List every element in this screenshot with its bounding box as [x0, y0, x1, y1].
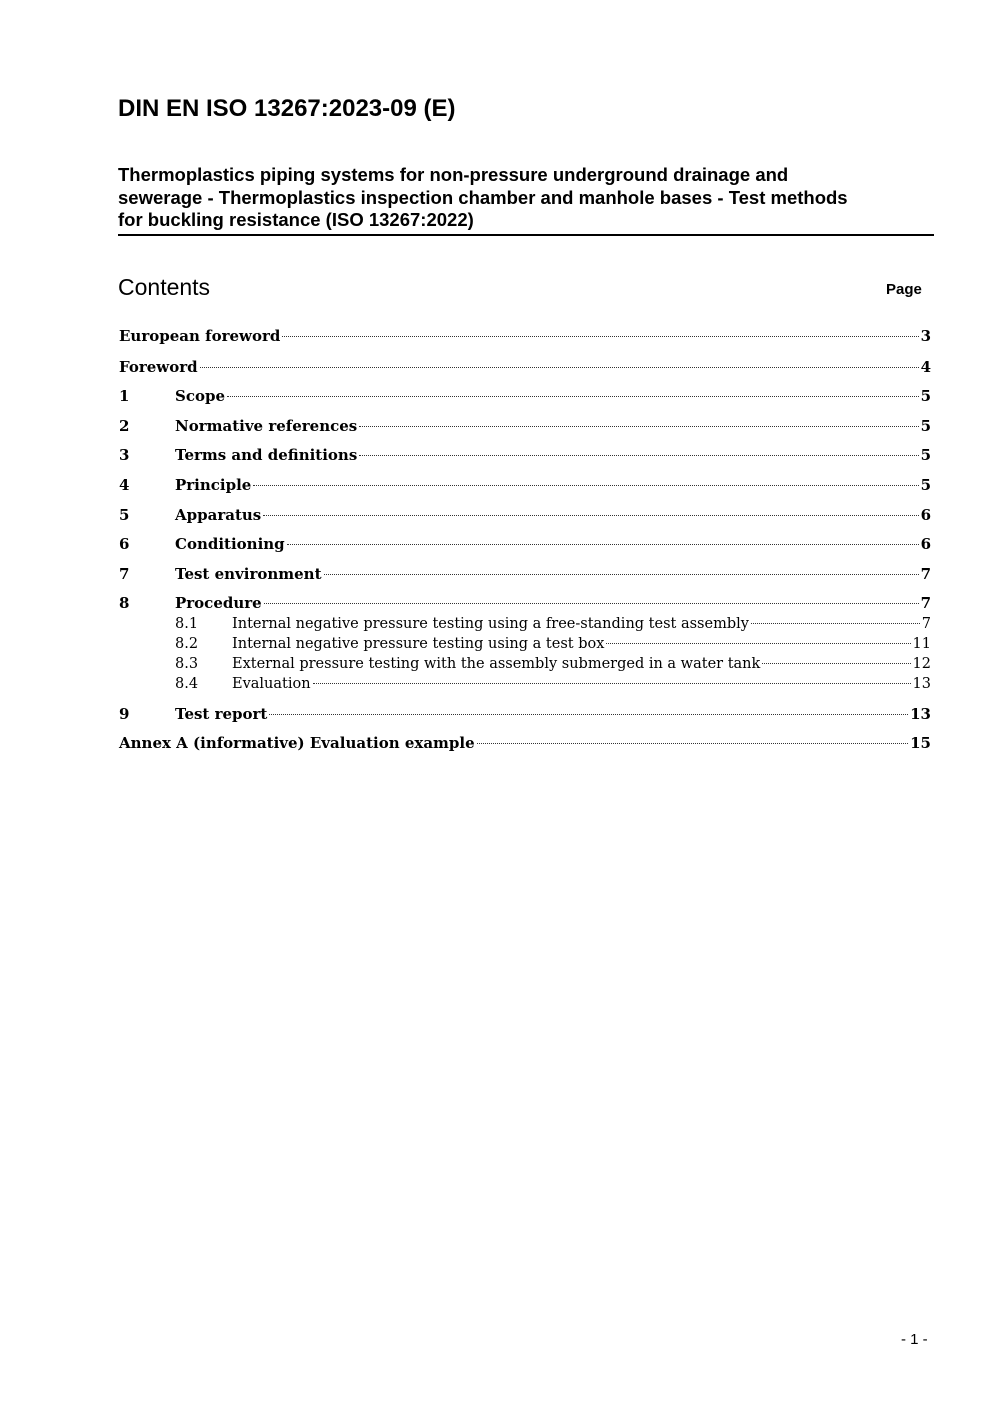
page-column-heading: Page — [886, 281, 922, 298]
contents-heading: Contents — [118, 274, 211, 300]
toc-dot-leader — [264, 603, 919, 604]
toc-entry-number: 8.3 — [175, 656, 199, 672]
toc-entry-page: 4 — [920, 358, 931, 376]
document-title — [118, 164, 934, 236]
toc-entry-annex-a[interactable] — [119, 733, 931, 753]
toc-dot-leader — [263, 515, 918, 516]
toc-entry-number: 8 — [119, 594, 130, 612]
toc-entry-page: 5 — [920, 387, 931, 405]
toc-entry-page: 7 — [921, 616, 931, 632]
toc-entry-page: 6 — [920, 535, 931, 553]
toc-entry-page: 13 — [910, 705, 931, 723]
toc-entry-label: Annex A (informative) Evaluation example — [119, 734, 475, 752]
toc-dot-leader — [324, 574, 919, 575]
toc-entry-label: Internal negative pressure testing using a test box — [232, 636, 605, 652]
toc-entry-page: 13 — [912, 676, 931, 692]
toc-entry-page: 5 — [920, 476, 931, 494]
toc-dot-leader — [359, 426, 918, 427]
toc-entry-label: Evaluation — [232, 676, 311, 692]
document-id: DIN EN ISO 13267:2023-09 (E) — [118, 95, 456, 122]
toc-entry-page: 5 — [920, 417, 931, 435]
toc-dot-leader — [751, 623, 920, 624]
toc-entry-number: 4 — [119, 476, 130, 494]
toc-entry-number: 9 — [119, 705, 130, 723]
toc-entry-label: Normative references — [175, 417, 358, 435]
toc-entry-number: 1 — [119, 387, 130, 405]
toc-dot-leader — [287, 544, 919, 545]
toc-entry-label: European foreword — [119, 327, 281, 345]
toc-entry-page: 6 — [920, 506, 931, 524]
toc-entry-terms-and-definitions[interactable] — [119, 445, 931, 465]
toc-entry-8-2[interactable] — [119, 634, 931, 654]
toc-entry-test-report[interactable] — [119, 704, 931, 724]
toc-entry-number: 8.4 — [175, 676, 199, 692]
toc-entry-number: 7 — [119, 565, 130, 583]
toc-entry-page: 7 — [920, 565, 931, 583]
toc-dot-leader — [269, 714, 908, 715]
toc-entry-label: External pressure testing with the assembly submerged in a water tank — [232, 656, 761, 672]
toc-entry-page: 7 — [920, 594, 931, 612]
toc-entry-label: Principle — [175, 476, 252, 494]
toc-entry-conditioning[interactable] — [119, 534, 931, 554]
toc-entry-page: 11 — [912, 636, 931, 652]
toc-dot-leader — [359, 455, 918, 456]
document-title-line: for buckling resistance (ISO 13267:2022) — [118, 209, 474, 230]
toc-entry-label: Test report — [175, 705, 268, 723]
toc-entry-number: 8.1 — [175, 616, 199, 632]
toc-dot-leader — [227, 396, 919, 397]
toc-entry-scope[interactable] — [119, 386, 931, 406]
toc-entry-label: Conditioning — [175, 535, 285, 553]
toc-entry-foreword[interactable] — [119, 357, 931, 377]
toc-entry-label: Scope — [175, 387, 226, 405]
toc-dot-leader — [253, 485, 918, 486]
toc-dot-leader — [313, 683, 911, 684]
toc-entry-page: 15 — [910, 734, 931, 752]
toc-entry-label: Terms and definitions — [175, 446, 358, 464]
toc-entry-test-environment[interactable] — [119, 564, 931, 584]
toc-entry-procedure[interactable] — [119, 593, 931, 613]
toc-entry-label: Test environment — [175, 565, 322, 583]
toc-entry-8-3[interactable] — [119, 654, 931, 674]
footer-page-number: - 1 - — [901, 1331, 928, 1348]
toc-dot-leader — [282, 336, 918, 337]
document-title-line: Thermoplastics piping systems for non-pressure underground drainage and — [118, 164, 789, 185]
toc-entry-page: 3 — [920, 327, 931, 345]
toc-entry-page: 5 — [920, 446, 931, 464]
toc-dot-leader — [477, 743, 908, 744]
toc-dot-leader — [606, 643, 910, 644]
toc-entry-label: Foreword — [119, 358, 198, 376]
toc-entry-number: 8.2 — [175, 636, 199, 652]
document-title-line: sewerage - Thermoplastics inspection chamber and manhole bases - Test methods — [118, 186, 848, 208]
toc-entry-label: Apparatus — [175, 506, 262, 524]
toc-entry-european-foreword[interactable] — [119, 326, 931, 346]
toc-entry-apparatus[interactable] — [119, 505, 931, 525]
toc-entry-8-4[interactable] — [119, 674, 931, 694]
toc-entry-number: 5 — [119, 506, 130, 524]
toc-entry-label: Procedure — [175, 594, 262, 612]
toc-entry-principle[interactable] — [119, 475, 931, 495]
toc-entry-number: 6 — [119, 535, 130, 553]
toc-dot-leader — [762, 663, 910, 664]
toc-entry-label: Internal negative pressure testing using a free-standing test assembly — [232, 616, 749, 632]
toc-entry-number: 3 — [119, 446, 130, 464]
toc-entry-normative-references[interactable] — [119, 416, 931, 436]
toc-entry-page: 12 — [912, 656, 931, 672]
toc-entry-8-1[interactable] — [119, 614, 931, 634]
toc-dot-leader — [200, 367, 919, 368]
toc-entry-number: 2 — [119, 417, 130, 435]
